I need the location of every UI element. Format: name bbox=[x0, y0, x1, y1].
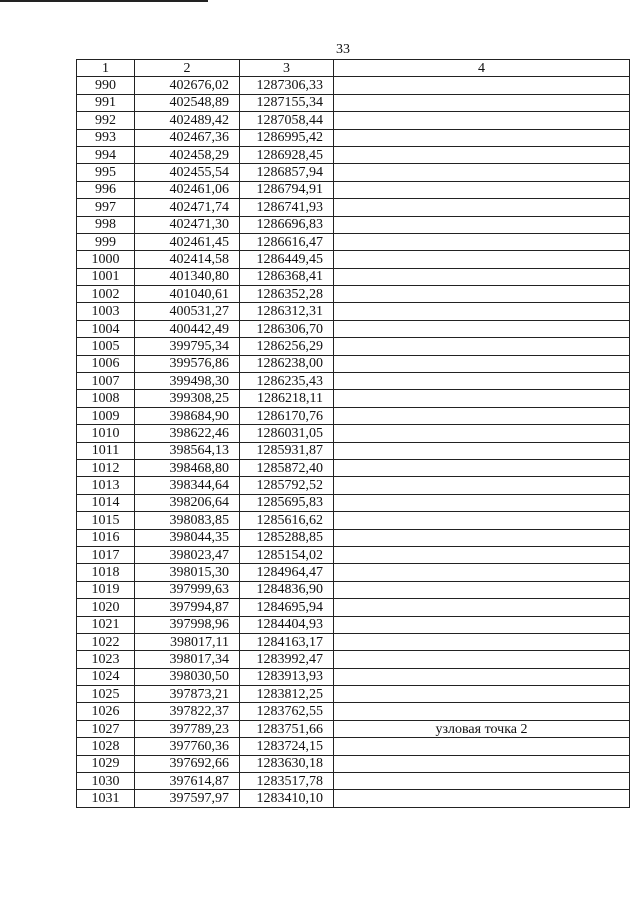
table-row bbox=[77, 286, 630, 303]
point-number-cell: 997 bbox=[77, 199, 135, 216]
y-coordinate-cell: 1283630,18 bbox=[240, 755, 334, 772]
table-row bbox=[77, 459, 630, 476]
point-number-cell: 1022 bbox=[77, 633, 135, 650]
table-row bbox=[77, 477, 630, 494]
point-number-cell: 1008 bbox=[77, 390, 135, 407]
table-row bbox=[77, 581, 630, 598]
y-coordinate-cell: 1284695,94 bbox=[240, 599, 334, 616]
point-number-cell: 1016 bbox=[77, 529, 135, 546]
table-row bbox=[77, 599, 630, 616]
column-header-4: 4 bbox=[334, 60, 630, 77]
x-coordinate-cell: 402467,36 bbox=[135, 129, 240, 146]
table-row bbox=[77, 199, 630, 216]
x-coordinate-cell: 397789,23 bbox=[135, 720, 240, 737]
point-number-cell: 1025 bbox=[77, 686, 135, 703]
point-number-cell: 993 bbox=[77, 129, 135, 146]
point-number-cell: 998 bbox=[77, 216, 135, 233]
y-coordinate-cell: 1286741,93 bbox=[240, 199, 334, 216]
y-coordinate-cell: 1286306,70 bbox=[240, 320, 334, 337]
y-coordinate-cell: 1285695,83 bbox=[240, 494, 334, 511]
x-coordinate-cell: 402471,30 bbox=[135, 216, 240, 233]
table-row bbox=[77, 616, 630, 633]
note-cell bbox=[334, 425, 630, 442]
table-row bbox=[77, 94, 630, 111]
table-row bbox=[77, 546, 630, 563]
x-coordinate-cell: 401340,80 bbox=[135, 268, 240, 285]
y-coordinate-cell: 1283724,15 bbox=[240, 738, 334, 755]
coordinates-table bbox=[76, 59, 630, 808]
point-number-cell: 992 bbox=[77, 112, 135, 129]
table-row bbox=[77, 112, 630, 129]
point-number-cell: 996 bbox=[77, 181, 135, 198]
point-number-cell: 994 bbox=[77, 146, 135, 163]
x-coordinate-cell: 398023,47 bbox=[135, 546, 240, 563]
note-cell bbox=[334, 651, 630, 668]
point-number-cell: 1003 bbox=[77, 303, 135, 320]
note-cell: узловая точка 2 bbox=[334, 720, 630, 737]
note-cell bbox=[334, 129, 630, 146]
x-coordinate-cell: 398206,64 bbox=[135, 494, 240, 511]
x-coordinate-cell: 398684,90 bbox=[135, 407, 240, 424]
x-coordinate-cell: 397998,96 bbox=[135, 616, 240, 633]
point-number-cell: 1020 bbox=[77, 599, 135, 616]
note-cell bbox=[334, 77, 630, 94]
y-coordinate-cell: 1286995,42 bbox=[240, 129, 334, 146]
y-coordinate-cell: 1285872,40 bbox=[240, 459, 334, 476]
y-coordinate-cell: 1283913,93 bbox=[240, 668, 334, 685]
table-row bbox=[77, 407, 630, 424]
x-coordinate-cell: 402458,29 bbox=[135, 146, 240, 163]
y-coordinate-cell: 1283410,10 bbox=[240, 790, 334, 807]
point-number-cell: 1030 bbox=[77, 773, 135, 790]
point-number-cell: 990 bbox=[77, 77, 135, 94]
x-coordinate-cell: 397760,36 bbox=[135, 738, 240, 755]
point-number-cell: 1021 bbox=[77, 616, 135, 633]
note-cell bbox=[334, 407, 630, 424]
x-coordinate-cell: 397692,66 bbox=[135, 755, 240, 772]
note-cell bbox=[334, 755, 630, 772]
note-cell bbox=[334, 199, 630, 216]
point-number-cell: 1004 bbox=[77, 320, 135, 337]
y-coordinate-cell: 1285792,52 bbox=[240, 477, 334, 494]
table-row bbox=[77, 668, 630, 685]
x-coordinate-cell: 399498,30 bbox=[135, 373, 240, 390]
x-coordinate-cell: 402548,89 bbox=[135, 94, 240, 111]
note-cell bbox=[334, 616, 630, 633]
y-coordinate-cell: 1286256,29 bbox=[240, 338, 334, 355]
note-cell bbox=[334, 494, 630, 511]
table-row bbox=[77, 686, 630, 703]
point-number-cell: 1018 bbox=[77, 564, 135, 581]
table-row bbox=[77, 216, 630, 233]
table-row bbox=[77, 303, 630, 320]
note-cell bbox=[334, 286, 630, 303]
note-cell bbox=[334, 738, 630, 755]
x-coordinate-cell: 399795,34 bbox=[135, 338, 240, 355]
x-coordinate-cell: 397999,63 bbox=[135, 581, 240, 598]
point-number-cell: 991 bbox=[77, 94, 135, 111]
note-cell bbox=[334, 233, 630, 250]
point-number-cell: 1009 bbox=[77, 407, 135, 424]
y-coordinate-cell: 1286928,45 bbox=[240, 146, 334, 163]
table-row bbox=[77, 738, 630, 755]
table-row bbox=[77, 146, 630, 163]
note-cell bbox=[334, 790, 630, 807]
column-header-3: 3 bbox=[240, 60, 334, 77]
y-coordinate-cell: 1286696,83 bbox=[240, 216, 334, 233]
point-number-cell: 1011 bbox=[77, 442, 135, 459]
table-row bbox=[77, 720, 630, 737]
point-number-cell: 999 bbox=[77, 233, 135, 250]
table-body bbox=[77, 77, 630, 807]
x-coordinate-cell: 397994,87 bbox=[135, 599, 240, 616]
x-coordinate-cell: 399576,86 bbox=[135, 355, 240, 372]
y-coordinate-cell: 1286170,76 bbox=[240, 407, 334, 424]
x-coordinate-cell: 402489,42 bbox=[135, 112, 240, 129]
point-number-cell: 1013 bbox=[77, 477, 135, 494]
point-number-cell: 1014 bbox=[77, 494, 135, 511]
note-cell bbox=[334, 355, 630, 372]
note-cell bbox=[334, 94, 630, 111]
y-coordinate-cell: 1286352,28 bbox=[240, 286, 334, 303]
table-row bbox=[77, 338, 630, 355]
x-coordinate-cell: 399308,25 bbox=[135, 390, 240, 407]
table-row bbox=[77, 529, 630, 546]
table-row bbox=[77, 651, 630, 668]
table-row bbox=[77, 790, 630, 807]
point-number-cell: 995 bbox=[77, 164, 135, 181]
x-coordinate-cell: 402471,74 bbox=[135, 199, 240, 216]
table-row bbox=[77, 355, 630, 372]
y-coordinate-cell: 1287155,34 bbox=[240, 94, 334, 111]
x-coordinate-cell: 402676,02 bbox=[135, 77, 240, 94]
table-row bbox=[77, 425, 630, 442]
note-cell bbox=[334, 146, 630, 163]
note-cell bbox=[334, 251, 630, 268]
y-coordinate-cell: 1284404,93 bbox=[240, 616, 334, 633]
table-row bbox=[77, 773, 630, 790]
point-number-cell: 1007 bbox=[77, 373, 135, 390]
y-coordinate-cell: 1286238,00 bbox=[240, 355, 334, 372]
note-cell bbox=[334, 546, 630, 563]
x-coordinate-cell: 398015,30 bbox=[135, 564, 240, 581]
x-coordinate-cell: 398622,46 bbox=[135, 425, 240, 442]
y-coordinate-cell: 1286312,31 bbox=[240, 303, 334, 320]
note-cell bbox=[334, 564, 630, 581]
y-coordinate-cell: 1283751,66 bbox=[240, 720, 334, 737]
point-number-cell: 1017 bbox=[77, 546, 135, 563]
note-cell bbox=[334, 320, 630, 337]
note-cell bbox=[334, 390, 630, 407]
x-coordinate-cell: 401040,61 bbox=[135, 286, 240, 303]
table-row bbox=[77, 77, 630, 94]
table-row bbox=[77, 268, 630, 285]
table-row bbox=[77, 373, 630, 390]
x-coordinate-cell: 397614,87 bbox=[135, 773, 240, 790]
x-coordinate-cell: 400442,49 bbox=[135, 320, 240, 337]
table-row bbox=[77, 251, 630, 268]
table-row bbox=[77, 129, 630, 146]
note-cell bbox=[334, 338, 630, 355]
column-header-1: 1 bbox=[77, 60, 135, 77]
note-cell bbox=[334, 181, 630, 198]
y-coordinate-cell: 1286857,94 bbox=[240, 164, 334, 181]
x-coordinate-cell: 402461,45 bbox=[135, 233, 240, 250]
table-row bbox=[77, 633, 630, 650]
note-cell bbox=[334, 303, 630, 320]
y-coordinate-cell: 1286368,41 bbox=[240, 268, 334, 285]
y-coordinate-cell: 1283517,78 bbox=[240, 773, 334, 790]
y-coordinate-cell: 1284964,47 bbox=[240, 564, 334, 581]
y-coordinate-cell: 1286449,45 bbox=[240, 251, 334, 268]
point-number-cell: 1000 bbox=[77, 251, 135, 268]
note-cell bbox=[334, 529, 630, 546]
note-cell bbox=[334, 512, 630, 529]
point-number-cell: 1029 bbox=[77, 755, 135, 772]
y-coordinate-cell: 1285154,02 bbox=[240, 546, 334, 563]
x-coordinate-cell: 397597,97 bbox=[135, 790, 240, 807]
note-cell bbox=[334, 686, 630, 703]
point-number-cell: 1006 bbox=[77, 355, 135, 372]
table-row bbox=[77, 233, 630, 250]
table-row bbox=[77, 320, 630, 337]
x-coordinate-cell: 398468,80 bbox=[135, 459, 240, 476]
note-cell bbox=[334, 703, 630, 720]
y-coordinate-cell: 1286235,43 bbox=[240, 373, 334, 390]
x-coordinate-cell: 400531,27 bbox=[135, 303, 240, 320]
point-number-cell: 1002 bbox=[77, 286, 135, 303]
table-row bbox=[77, 181, 630, 198]
note-cell bbox=[334, 373, 630, 390]
note-cell bbox=[334, 112, 630, 129]
point-number-cell: 1031 bbox=[77, 790, 135, 807]
x-coordinate-cell: 397873,21 bbox=[135, 686, 240, 703]
y-coordinate-cell: 1285931,87 bbox=[240, 442, 334, 459]
point-number-cell: 1024 bbox=[77, 668, 135, 685]
table-row bbox=[77, 164, 630, 181]
y-coordinate-cell: 1285288,85 bbox=[240, 529, 334, 546]
point-number-cell: 1027 bbox=[77, 720, 135, 737]
note-cell bbox=[334, 459, 630, 476]
table-header-row bbox=[77, 60, 630, 77]
x-coordinate-cell: 398017,11 bbox=[135, 633, 240, 650]
x-coordinate-cell: 398030,50 bbox=[135, 668, 240, 685]
y-coordinate-cell: 1284163,17 bbox=[240, 633, 334, 650]
note-cell bbox=[334, 477, 630, 494]
page-number: 33 bbox=[336, 42, 350, 57]
note-cell bbox=[334, 773, 630, 790]
y-coordinate-cell: 1283812,25 bbox=[240, 686, 334, 703]
point-number-cell: 1015 bbox=[77, 512, 135, 529]
y-coordinate-cell: 1286218,11 bbox=[240, 390, 334, 407]
note-cell bbox=[334, 599, 630, 616]
note-cell bbox=[334, 581, 630, 598]
table-row bbox=[77, 390, 630, 407]
y-coordinate-cell: 1285616,62 bbox=[240, 512, 334, 529]
point-number-cell: 1019 bbox=[77, 581, 135, 598]
x-coordinate-cell: 402455,54 bbox=[135, 164, 240, 181]
x-coordinate-cell: 398344,64 bbox=[135, 477, 240, 494]
x-coordinate-cell: 402461,06 bbox=[135, 181, 240, 198]
x-coordinate-cell: 398017,34 bbox=[135, 651, 240, 668]
scan-edge-line bbox=[0, 0, 208, 2]
y-coordinate-cell: 1287306,33 bbox=[240, 77, 334, 94]
point-number-cell: 1001 bbox=[77, 268, 135, 285]
point-number-cell: 1023 bbox=[77, 651, 135, 668]
point-number-cell: 1005 bbox=[77, 338, 135, 355]
point-number-cell: 1012 bbox=[77, 459, 135, 476]
x-coordinate-cell: 398083,85 bbox=[135, 512, 240, 529]
x-coordinate-cell: 397822,37 bbox=[135, 703, 240, 720]
x-coordinate-cell: 398044,35 bbox=[135, 529, 240, 546]
table-row bbox=[77, 442, 630, 459]
note-cell bbox=[334, 216, 630, 233]
point-number-cell: 1026 bbox=[77, 703, 135, 720]
y-coordinate-cell: 1286616,47 bbox=[240, 233, 334, 250]
y-coordinate-cell: 1287058,44 bbox=[240, 112, 334, 129]
table-row bbox=[77, 703, 630, 720]
note-cell bbox=[334, 442, 630, 459]
y-coordinate-cell: 1283992,47 bbox=[240, 651, 334, 668]
note-cell bbox=[334, 633, 630, 650]
x-coordinate-cell: 402414,58 bbox=[135, 251, 240, 268]
table-row bbox=[77, 494, 630, 511]
y-coordinate-cell: 1286794,91 bbox=[240, 181, 334, 198]
y-coordinate-cell: 1286031,05 bbox=[240, 425, 334, 442]
y-coordinate-cell: 1283762,55 bbox=[240, 703, 334, 720]
note-cell bbox=[334, 268, 630, 285]
y-coordinate-cell: 1284836,90 bbox=[240, 581, 334, 598]
table-row bbox=[77, 512, 630, 529]
table-row bbox=[77, 755, 630, 772]
note-cell bbox=[334, 668, 630, 685]
note-cell bbox=[334, 164, 630, 181]
table-row bbox=[77, 564, 630, 581]
point-number-cell: 1028 bbox=[77, 738, 135, 755]
column-header-2: 2 bbox=[135, 60, 240, 77]
point-number-cell: 1010 bbox=[77, 425, 135, 442]
x-coordinate-cell: 398564,13 bbox=[135, 442, 240, 459]
